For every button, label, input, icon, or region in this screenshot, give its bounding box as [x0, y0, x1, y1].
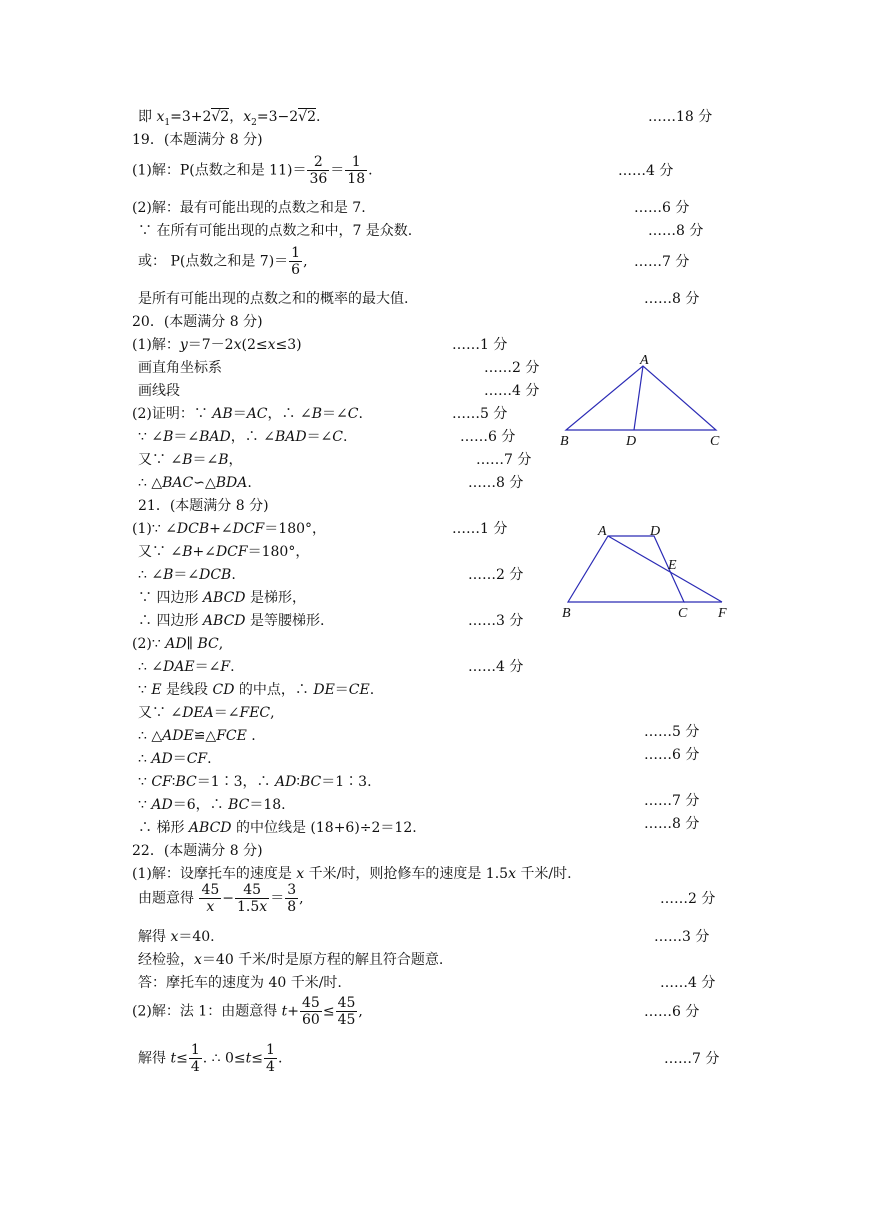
score-label: ……7 分 [664, 1051, 720, 1067]
solution-line: ∵ ∠B＝∠BAD，∴ ∠BAD＝∠C. [138, 429, 348, 445]
solution-line: ∴ 四边形 ABCD 是等腰梯形. [138, 613, 325, 629]
score-label: ……7 分 [644, 793, 700, 809]
score-label: ……5 分 [644, 724, 700, 740]
solution-line: (2)解：法 1：由题意得 t+ $\frac{45}{60}$ ≤ $\frac{45}{45}$ , [132, 995, 363, 1028]
solution-line: (1)解：P(点数之和是 11)＝ $\frac{2}{36}$ ＝ $\frac{1}{18}$ . [132, 154, 373, 187]
solution-line: (2)解：最有可能出现的点数之和是 7. [132, 200, 366, 216]
solution-line: 经检验，x＝40 千米/时是原方程的解且符合题意. [138, 952, 444, 968]
question-heading: 21．(本题满分 8 分) [138, 498, 269, 514]
score-label: ……7 分 [634, 254, 690, 270]
point-label-a: A [598, 524, 607, 539]
question-heading: 22．(本题满分 8 分) [132, 843, 263, 859]
solution-line: ∴ △ADE≌△FCE . [138, 728, 256, 744]
solution-line: ∴ ∠DAE＝∠F. [138, 659, 235, 675]
score-label: ……6 分 [460, 429, 516, 445]
point-label-d: D [650, 524, 661, 539]
solution-line: ∵ AD＝6，∴ BC＝18. [138, 797, 286, 813]
point-label-c: C [710, 434, 720, 449]
fraction: $\frac{2}{36}$ [309, 154, 328, 187]
score-label: ……1 分 [452, 521, 508, 537]
solution-line: (1)∵ ∠DCB+∠DCF＝180°， [132, 521, 327, 537]
solution-line: 画线段 [138, 383, 180, 399]
solution-line: 由题意得 $\frac{45}{x}$ − $\frac{45}{1.5x}$ ＝ $\frac{3}{8}$ , [138, 882, 304, 915]
solution-line: ∴ ∠B＝∠DCB. [138, 567, 236, 583]
solution-line: (1)解：设摩托车的速度是 x 千米/时，则抢修车的速度是 1.5x 千米/时. [132, 866, 572, 882]
solution-line: 又∵ ∠DEA＝∠FEC, [138, 705, 275, 721]
solution-line: ∵ 在所有可能出现的点数之和中，7 是众数. [138, 223, 413, 239]
fraction: $\frac{1}{6}$ [291, 245, 301, 278]
point-label-a: A [640, 353, 649, 368]
fraction: $\frac{45}{45}$ [337, 995, 356, 1028]
fraction: $\frac{1}{4}$ [266, 1042, 275, 1075]
score-label: ……18 分 [648, 109, 713, 125]
score-label: ……6 分 [644, 1004, 700, 1020]
segment-af [608, 536, 722, 602]
fraction: $\frac{45}{60}$ [302, 995, 320, 1028]
solution-line: 即 $x_1=3+2√2$，$x_2=3-2√2$. [138, 109, 321, 128]
score-label: ……4 分 [660, 975, 716, 991]
score-label: ……2 分 [468, 567, 524, 583]
solution-line: 解得 x＝40. [138, 929, 215, 945]
solution-line: ∴ △BAC∽△BDA. [138, 475, 252, 491]
score-label: ……4 分 [484, 383, 540, 399]
score-label: ……3 分 [654, 929, 710, 945]
score-label: ……8 分 [644, 816, 700, 832]
fraction: $\frac{1}{4}$ [190, 1042, 200, 1075]
segment-ad [634, 366, 643, 430]
solution-line: 画直角坐标系 [138, 360, 222, 376]
question-heading: 19．(本题满分 8 分) [132, 132, 263, 148]
score-label: ……1 分 [452, 337, 508, 353]
score-label: ……8 分 [468, 475, 524, 491]
score-label: ……5 分 [452, 406, 508, 422]
fraction: $\frac{1}{18}$ [347, 154, 366, 187]
solution-line: ∴ AD＝CF. [138, 751, 212, 767]
point-label-e: E [668, 558, 677, 573]
triangle-abc [566, 366, 716, 430]
solution-line: ∵ 四边形 ABCD 是梯形， [138, 590, 306, 606]
score-label: ……2 分 [660, 891, 716, 907]
solution-line: 答：摩托车的速度为 40 千米/时. [138, 975, 342, 991]
point-label-b: B [560, 434, 569, 449]
solution-line: (2)证明：∵ AB＝AC，∴ ∠B＝∠C. [132, 406, 363, 422]
point-label-b: B [562, 606, 571, 621]
score-label: ……7 分 [476, 452, 532, 468]
score-label: ……8 分 [648, 223, 704, 239]
solution-line: (2)∵ AD∥ BC, [132, 636, 224, 652]
score-label: ……2 分 [484, 360, 540, 376]
question-heading: 20．(本题满分 8 分) [132, 314, 263, 330]
solution-line: ∵ CF∶BC＝1∶3，∴ AD∶BC＝1∶3. [138, 774, 372, 790]
solution-line: 或： P(点数之和是 7)＝ $\frac{1}{6}$ , [138, 245, 308, 278]
score-label: ……6 分 [644, 747, 700, 763]
fraction: $\frac{3}{8}$ [287, 882, 297, 915]
solution-line: ∴ 梯形 ABCD 的中位线是 (18+6)÷2＝12. [138, 820, 417, 836]
score-label: ……6 分 [634, 200, 690, 216]
score-label: ……4 分 [618, 163, 674, 179]
point-label-f: F [718, 606, 727, 621]
score-label: ……4 分 [468, 659, 524, 675]
point-label-c: C [678, 606, 688, 621]
solution-line: 解得 t≤ $\frac{1}{4}$ . ∴ 0≤t≤ $\frac{1}{4}$ . [138, 1042, 283, 1075]
score-label: ……8 分 [644, 291, 700, 307]
solution-line: 又∵ ∠B+∠DCF＝180°， [138, 544, 310, 560]
triangle-figure [556, 352, 736, 452]
solution-line: 又∵ ∠B＝∠B， [138, 452, 243, 468]
point-label-d: D [626, 434, 637, 449]
solution-line: ∵ E 是线段 CD 的中点，∴ DE＝CE. [138, 682, 375, 698]
solution-line: 是所有可能出现的点数之和的概率的最大值. [138, 291, 409, 307]
solution-line: (1)解：y＝7－2x(2≤x≤3) [132, 337, 302, 353]
fraction: $\frac{45}{x}$ [201, 882, 220, 915]
fraction: $\frac{45}{1.5x}$ [237, 882, 268, 915]
trapezoid-figure [556, 518, 742, 622]
score-label: ……3 分 [468, 613, 524, 629]
